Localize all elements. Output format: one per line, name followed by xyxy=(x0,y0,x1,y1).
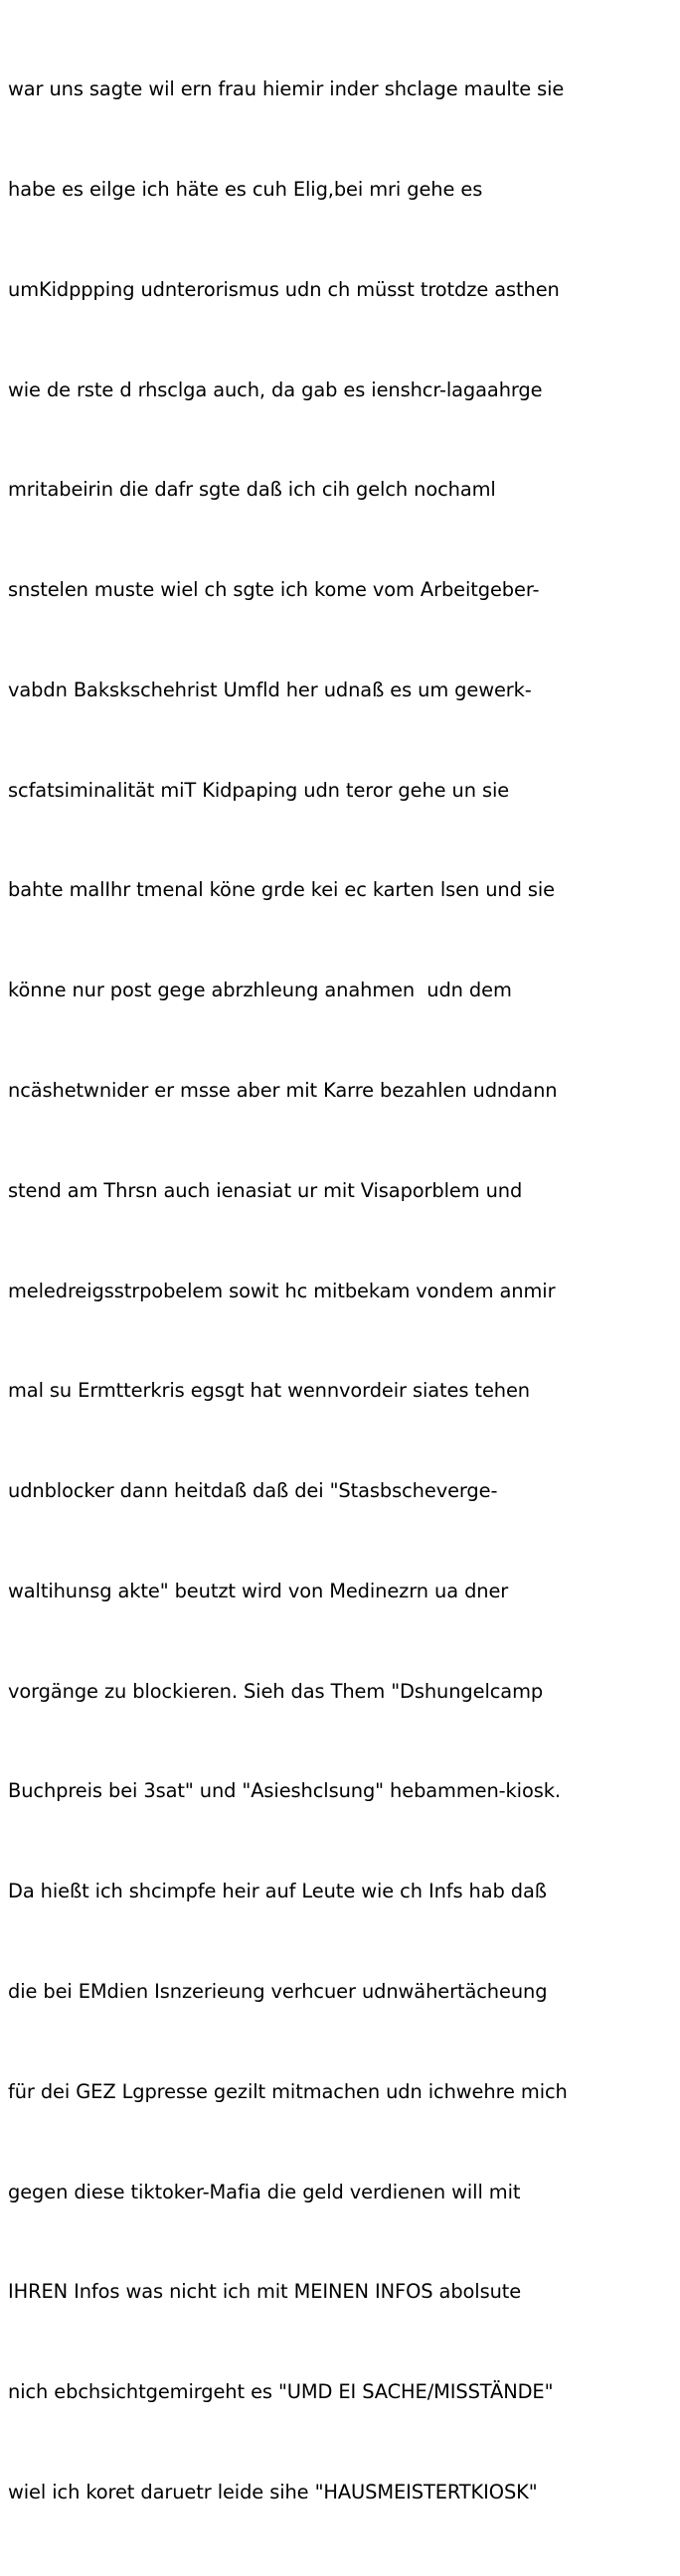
text-line: die bei EMdien Isnzerieung verhcuer udnwähertächeung xyxy=(8,1980,548,2004)
text-line: nich ebchsichtgemirgeht es "UMD EI SACHE/MISSTÄNDE" xyxy=(8,2380,554,2404)
text-line: waltihunsg akte" beutzt wird von Medinezrn ua dner xyxy=(8,1579,509,1602)
text-line: meledreigsstrpobelem sowit hc mitbekam vondem anmir xyxy=(8,1279,556,1302)
text-line: wie de rste d rhsclga auch, da gab es ienshcr-lagaahrge xyxy=(8,378,543,401)
text-line: udnblocker dann heitdaß daß dei "Stasbscheverge- xyxy=(8,1479,498,1503)
text-line: für dei GEZ Lgpresse gezilt mitmachen udn ichwehre mich xyxy=(8,2079,568,2103)
text-line: vabdn Bakskschehrist Umfld her udnaß es um gewerk- xyxy=(8,678,532,701)
text-line: snstelen muste wiel ch sgte ich kome vom Arbeitgeber- xyxy=(8,578,540,602)
text-line: Da hießt ich shcimpfe heir auf Leute wie ch Infs hab daß xyxy=(8,1880,547,1903)
text-line: gegen diese tiktoker-Mafia die geld verdienen will mit xyxy=(8,2180,521,2203)
text-line: umKidppping udnterorismus udn ch müsst trotdze asthen xyxy=(8,277,560,301)
text-line: vorgänge zu blockieren. Sieh das Them "Dshungelcamp xyxy=(8,1679,544,1703)
text-line: wiel ich koret daruetr leide sihe "HAUSMEISTERTKIOSK" xyxy=(8,2480,538,2503)
text-line: war uns sagte wil ern frau hiemir inder shclage maulte sie xyxy=(8,77,565,101)
text-line: bahte malIhr tmenal köne grde kei ec karten lsen und sie xyxy=(8,878,555,902)
text-line: habe es eilge ich häte es cuh Elig,bei mri gehe es xyxy=(8,177,483,201)
document-text-block xyxy=(8,6,676,2576)
text-line: ncäshetwnider er msse aber mit Karre bezahlen udndann xyxy=(8,1079,558,1102)
text-line: stend am Thrsn auch ienasiat ur mit Visaporblem und xyxy=(8,1178,523,1202)
text-line: mritabeirin die dafr sgte daß ich cih gelch nochaml xyxy=(8,478,496,502)
text-line: mal su Ermtterkris egsgt hat wennvordeir siates tehen xyxy=(8,1379,530,1403)
text-line: scfatsiminalität miT Kidpaping udn teror gehe un sie xyxy=(8,778,510,802)
text-line: könne nur post gege abrzhleung anahmen udn dem xyxy=(8,979,512,1002)
text-line: Buchpreis bei 3sat" und "Asieshclsung" hebammen-kiosk. xyxy=(8,1779,561,1803)
text-line: IHREN Infos was nicht ich mit MEINEN INFOS abolsute xyxy=(8,2280,522,2304)
